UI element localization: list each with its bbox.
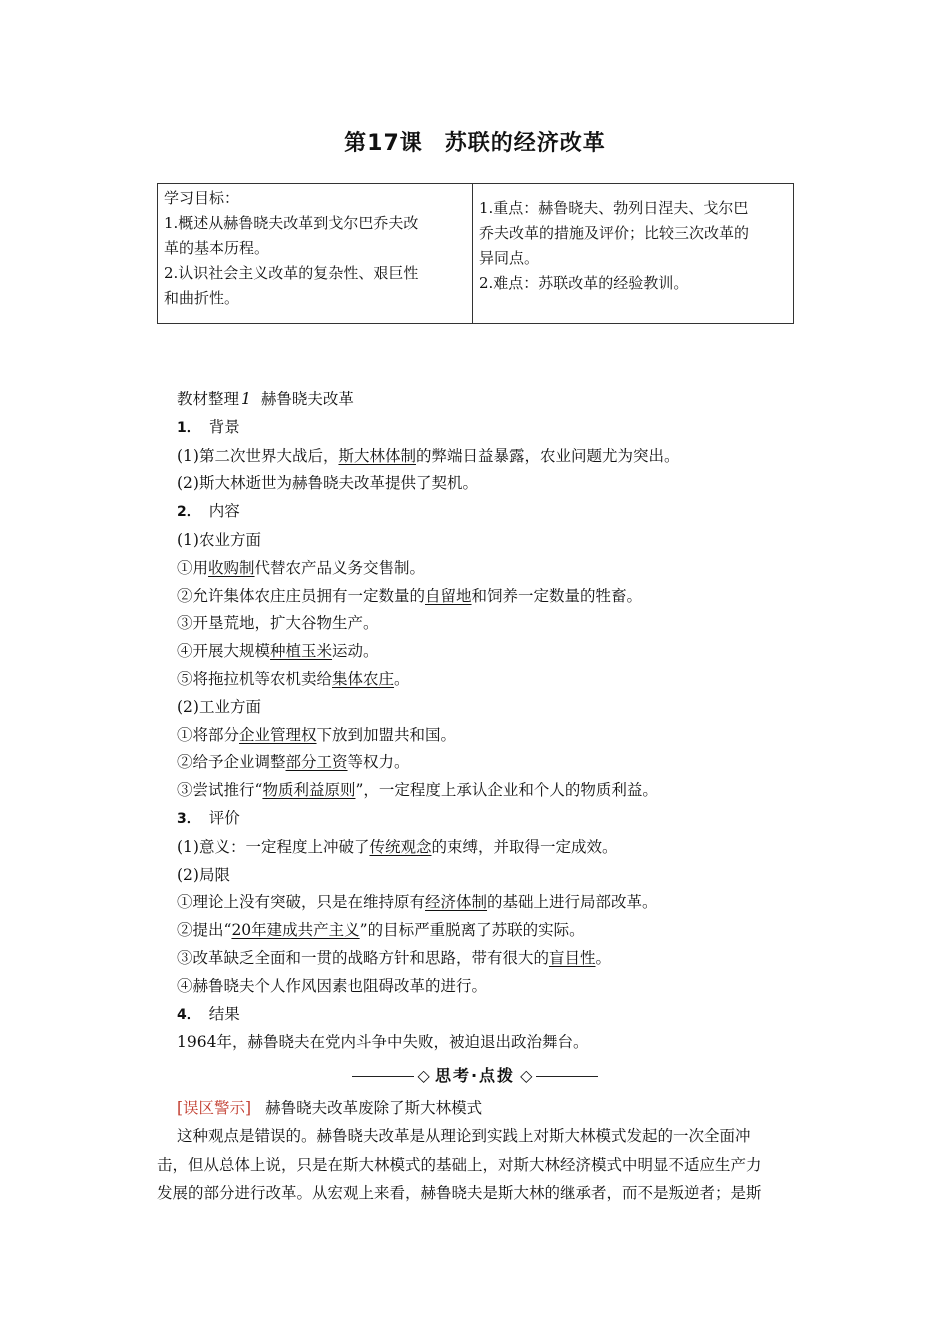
list-item: ②给予企业调整部分工资等权力。 (177, 753, 410, 772)
paragraph-line: 这种观点是错误的。赫鲁晓夫改革是从理论到实践上对斯大林模式发起的一次全面冲 (177, 1127, 751, 1145)
key-line: 异同点。 (479, 249, 540, 267)
paragraph-line: 发展的部分进行改革。从宏观上来看，赫鲁晓夫是斯大林的继承者，而不是叛逆者；是斯 (157, 1184, 762, 1202)
goal-line: 学习目标： (164, 189, 240, 207)
key-line: 乔夫改革的措施及评价；比较三次改革的 (479, 224, 750, 242)
key-points-cell (473, 184, 794, 324)
goal-line: 2.认识社会主义改革的复杂性、艰巨性 (164, 264, 419, 282)
goal-line: 1.概述从赫鲁晓夫改革到戈尔巴乔夫改 (164, 214, 419, 232)
lesson-title (0, 126, 950, 157)
list-item: ④开展大规模种植玉米运动。 (177, 642, 379, 661)
list-item: (1)第二次世界大战后，斯大林体制的弊端日益暴露，农业问题尤为突出。 (177, 446, 680, 465)
subheading-industry: (2)工业方面 (177, 697, 261, 716)
list-item: (1)意义：一定程度上冲破了传统观念的束缚，并取得一定成效。 (177, 837, 618, 856)
subheading-limits: (2)局限 (177, 865, 230, 884)
list-item: ②提出“20年建成共产主义”的目标严重脱离了苏联的实际。 (177, 921, 585, 940)
material-section (177, 386, 817, 1057)
list-item: (2)斯大林逝世为赫鲁晓夫改革提供了契机。 (177, 474, 478, 493)
heading-content: 2． 内容 (177, 502, 240, 521)
section-heading: 教材整理 1 赫鲁晓夫改革 (177, 390, 354, 408)
objectives-table (157, 183, 794, 324)
list-item: ②允许集体农庄庄员拥有一定数量的自留地和饲养一定数量的牲畜。 (177, 586, 643, 605)
think-label: 思考·点拨 (434, 1066, 516, 1085)
key-line: 1.重点：赫鲁晓夫、勃列日涅夫、戈尔巴 (479, 199, 749, 217)
list-item: ①用收购制代替农产品义务交售制。 (177, 558, 426, 577)
paragraph-line: 击，但从总体上说，只是在斯大林模式的基础上，对斯大林经济模式中明显不适应生产力 (157, 1155, 762, 1174)
warning-text: 赫鲁晓夫改革废除了斯大林模式 (265, 1099, 483, 1117)
goal-line: 和曲折性。 (164, 289, 240, 307)
heading-background: 1． 背景 (177, 417, 240, 436)
list-item: ④赫鲁晓夫个人作风因素也阻碍改革的进行。 (177, 976, 488, 995)
list-item: ⑤将拖拉机等农机卖给集体农庄。 (177, 669, 410, 688)
heading-evaluation: 3． 评价 (177, 808, 240, 827)
list-item: ③尝试推行“物质利益原则”，一定程度上承认企业和个人的物质利益。 (177, 781, 658, 800)
list-item: 1964年，赫鲁晓夫在党内斗争中失败，被迫退出政治舞台。 (177, 1033, 589, 1052)
diamond-icon: ◇ (417, 1066, 430, 1085)
think-divider (0, 1063, 950, 1086)
explanation-paragraph (157, 1122, 794, 1208)
lesson-name: 苏联的经济改革 (444, 131, 606, 156)
divider-line (536, 1076, 598, 1077)
learning-goals-cell (158, 184, 473, 324)
list-item: ③开垦荒地，扩大谷物生产。 (177, 614, 379, 633)
misconception-warning (177, 1096, 482, 1118)
lesson-number: 第17课 (344, 131, 423, 156)
diamond-icon: ◇ (520, 1066, 533, 1085)
divider-line (352, 1076, 414, 1077)
goal-line: 革的基本历程。 (164, 239, 270, 257)
list-item: ③改革缺乏全面和一贯的战略方针和思路，带有很大的盲目性。 (177, 948, 612, 967)
heading-result: 4． 结果 (177, 1004, 240, 1023)
subheading-agriculture: (1)农业方面 (177, 530, 261, 549)
warning-tag: [误区警示] (177, 1099, 252, 1117)
list-item: ①将部分企业管理权下放到加盟共和国。 (177, 725, 457, 744)
list-item: ①理论上没有突破，只是在维持原有经济体制的基础上进行局部改革。 (177, 893, 658, 912)
key-line: 2.难点：苏联改革的经验教训。 (479, 274, 689, 292)
